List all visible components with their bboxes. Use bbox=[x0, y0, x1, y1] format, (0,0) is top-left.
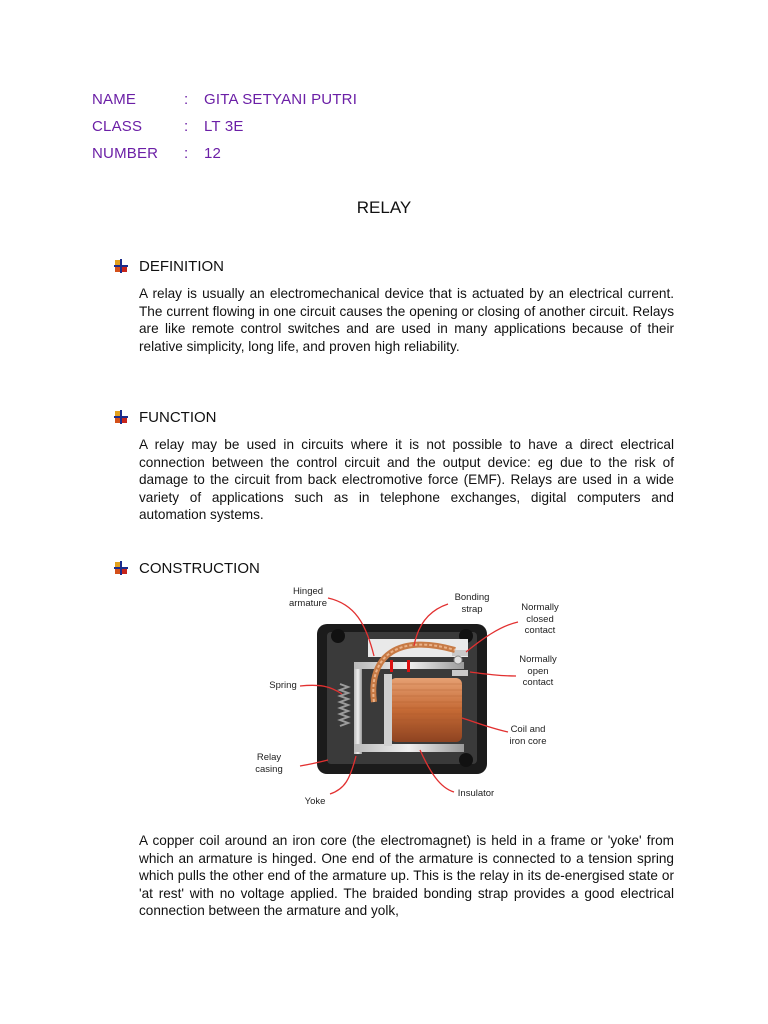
section-function bbox=[114, 406, 674, 524]
relay-diagram bbox=[250, 584, 570, 810]
label-hinged-armature: Hinged armature bbox=[288, 586, 327, 609]
label-normally-closed: Normally closed contact bbox=[521, 602, 559, 636]
construction-description: A copper coil around an iron core (the electromagnet) is held in a frame or 'yoke' from which an armature is hinged. One end of the armature is connected to a tension spring which pulls the other end of the armature up. This is the relay in its de-energised state or 'at rest' with no voltage applied. The braided bonding strap provides a good electrical connection between the armature and yolk, bbox=[139, 833, 674, 919]
info-row-class bbox=[92, 113, 357, 140]
label-coil-iron-core: Coil and iron core bbox=[509, 724, 547, 747]
section-text: A relay is usually an electromechanical device that is actuated by an electrical current. The current flowing in one circuit causes the opening or closing of another circuit. Relays are like remote control switches and are used in many applications because of their relative simplicity, long life, and proven high reliability. bbox=[139, 286, 674, 354]
bullet-icon bbox=[114, 259, 128, 273]
student-info bbox=[92, 86, 357, 167]
info-key: NAME bbox=[92, 91, 137, 108]
info-key: NUMBER bbox=[92, 145, 159, 162]
info-row-number bbox=[92, 140, 357, 167]
section-construction bbox=[114, 557, 674, 579]
bullet-icon bbox=[114, 561, 128, 575]
info-value: GITA SETYANI PUTRI bbox=[204, 91, 358, 108]
section-definition bbox=[114, 255, 674, 355]
label-insulator: Insulator bbox=[457, 788, 495, 799]
label-yoke: Yoke bbox=[304, 796, 326, 807]
section-heading-label: CONSTRUCTION bbox=[139, 559, 260, 577]
section-text: A relay may be used in circuits where it is not possible to have a direct electrical connection between the control circuit and the output device: eg due to the risk of damage to the circuit from back electromotive force (EMF). Relays are used in a wide variety of applications such as in telephone exchanges, digital computers and automation systems. bbox=[139, 437, 674, 523]
info-row-name bbox=[92, 86, 357, 113]
label-relay-casing: Relay casing bbox=[255, 752, 283, 775]
info-colon: : bbox=[184, 118, 189, 135]
info-colon: : bbox=[184, 91, 189, 108]
section-heading bbox=[114, 255, 674, 277]
info-key: CLASS bbox=[92, 118, 143, 135]
label-normally-open: Normally open contact bbox=[519, 654, 557, 688]
section-heading bbox=[114, 557, 674, 579]
section-heading bbox=[114, 406, 674, 428]
section-heading-label: DEFINITION bbox=[139, 257, 224, 275]
label-spring: Spring bbox=[269, 680, 297, 691]
label-bonding-strap: Bonding strap bbox=[454, 592, 490, 615]
info-value: 12 bbox=[204, 145, 222, 162]
document-title: RELAY bbox=[356, 198, 412, 217]
bullet-icon bbox=[114, 410, 128, 424]
info-colon: : bbox=[184, 145, 189, 162]
section-heading-label: FUNCTION bbox=[139, 408, 217, 426]
info-value: LT 3E bbox=[204, 118, 244, 135]
